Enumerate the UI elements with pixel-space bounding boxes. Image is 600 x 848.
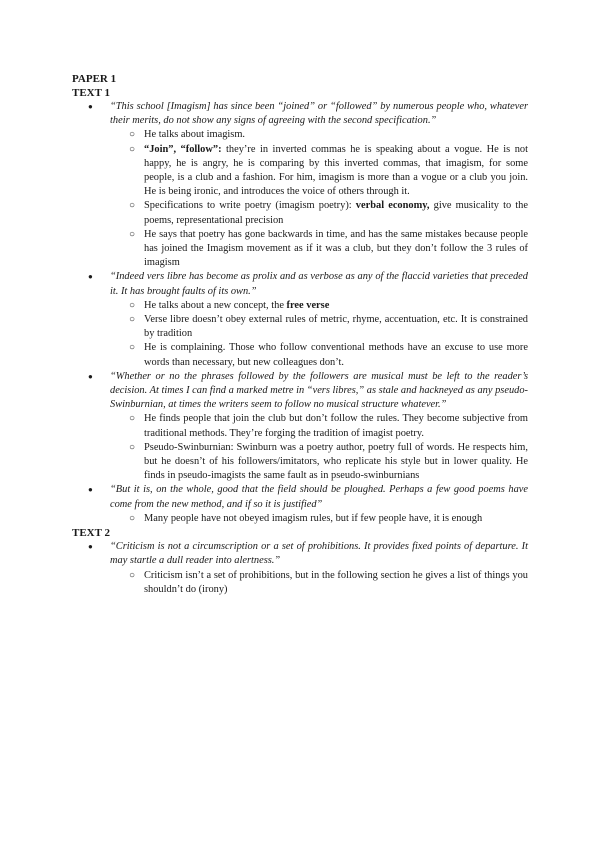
sub-list: [72, 569, 528, 597]
sub-list-item: [72, 128, 528, 142]
circle-bullet-icon: ○: [129, 299, 136, 311]
quote-text: “But it is, on the whole, good that the field should be ploughed. Perhaps a few good poems have come from the new method, and if so it is justified”: [110, 484, 528, 510]
circle-bullet-icon: ○: [129, 228, 136, 240]
paper-title: PAPER 1: [72, 73, 117, 85]
quote-text: “Criticism is not a circumscription or a set of prohibitions. It provides fixed points of departure. It may startle a dull reader into alertness.”: [110, 541, 528, 567]
sub-list: [72, 512, 528, 526]
list-item: [72, 100, 528, 128]
list-item: [72, 540, 528, 568]
note-text: give musicality to the poems, representational precision: [144, 200, 528, 226]
circle-bullet-icon: ○: [129, 342, 136, 354]
list-item: [72, 483, 528, 511]
bullet-icon: ●: [88, 272, 93, 282]
note-text: Pseudo-Swinburnian: Swinburn was a poetry author, poetry full of words. He respects him, but he doesn’t of his followers/imitators, who replicate his style but in lower quality. He finds in pseudo-imagists the same fault as in pseudo-swinburnians: [144, 441, 528, 482]
sub-list-item: [72, 512, 528, 526]
note-text: He finds people that join the club but don’t follow the rules. They become subjective from traditional methods. They’re forging the tradition of imagist poetry.: [144, 413, 528, 439]
note-bold-term: verbal economy,: [355, 200, 430, 212]
sub-list-item: [72, 412, 528, 440]
note-text: He is complaining. Those who follow conventional methods have an excuse to use more words than necessary, but new colleagues don’t.: [144, 342, 528, 368]
sub-list-item: [72, 199, 528, 227]
circle-bullet-icon: ○: [129, 413, 136, 425]
sub-list-item: [72, 569, 528, 597]
circle-bullet-icon: ○: [129, 314, 136, 326]
sub-list: [72, 299, 528, 370]
bullet-icon: ●: [88, 542, 93, 552]
note-text: He talks about imagism.: [144, 129, 246, 141]
sub-list: [72, 128, 528, 270]
text2-title: TEXT 2: [72, 527, 111, 540]
text1-title: TEXT 1: [72, 87, 111, 99]
sub-list-item: [72, 313, 528, 341]
list-item: [72, 370, 528, 413]
sub-list-item: [72, 228, 528, 271]
bullet-icon: ●: [88, 485, 93, 495]
note-text: Many people have not obeyed imagism rules, but if few people have, it is enough: [144, 512, 483, 524]
quote-text: “Whether or no the phrases followed by the followers are musical must be left to the reader’s decision. At times I can find a marked metre in “vers libres,” as stale and hackneyed as any pseudo-Swinburnian, at times the writers seem to follow no musical structure whatever.”: [110, 370, 528, 411]
note-bold-term: free verse: [286, 299, 330, 311]
circle-bullet-icon: ○: [129, 143, 136, 155]
note-text: they’re in inverted commas he is speaking about a vogue. He is not happy, he is angry, he is comparing by this inverted commas, that imagism, for some people, is a club and a fashion. For him, imagism is more than a vogue or a club you join. He is being ironic, and introduces the voice of others through it.: [144, 143, 528, 198]
note-bold-term: “Join”, “follow”:: [144, 143, 222, 155]
list-item: [72, 270, 528, 298]
sub-list-item: [72, 143, 528, 200]
bullet-icon: ●: [88, 102, 93, 111]
circle-bullet-icon: ○: [129, 200, 136, 212]
sub-list-item: [72, 341, 528, 369]
quote-text: “Indeed vers libre has become as prolix and as verbose as any of the flaccid varieties that preceded it. It has brought faults of its own.”: [110, 271, 528, 297]
bullet-icon: ●: [88, 371, 93, 381]
note-text: He talks about a new concept, the: [144, 299, 287, 311]
note-text: Specifications to write poetry (imagism poetry):: [144, 200, 356, 212]
circle-bullet-icon: ○: [129, 512, 136, 524]
note-text: Criticism isn’t a set of prohibitions, but in the following section he gives a list of things you shouldn’t do (irony): [144, 569, 528, 595]
note-text: He says that poetry has gone backwards in time, and has the same mistakes because people has joined the Imagism movement as if it was a club, but they don’t follow the 3 rules of imagism: [144, 228, 528, 269]
quote-text: “This school [Imagism] has since been “joined” or “followed” by numerous people who, whatever their merits, do not show any signs of agreeing with the second specification.”: [110, 101, 528, 127]
sub-list-item: [72, 299, 528, 313]
sub-list: [72, 412, 528, 483]
circle-bullet-icon: ○: [129, 569, 136, 581]
sub-list-item: [72, 441, 528, 484]
note-text: Verse libre doesn’t obey external rules of metric, rhyme, accentuation, etc. It is constrained by tradition: [144, 314, 528, 340]
circle-bullet-icon: ○: [129, 441, 136, 453]
circle-bullet-icon: ○: [129, 129, 136, 141]
